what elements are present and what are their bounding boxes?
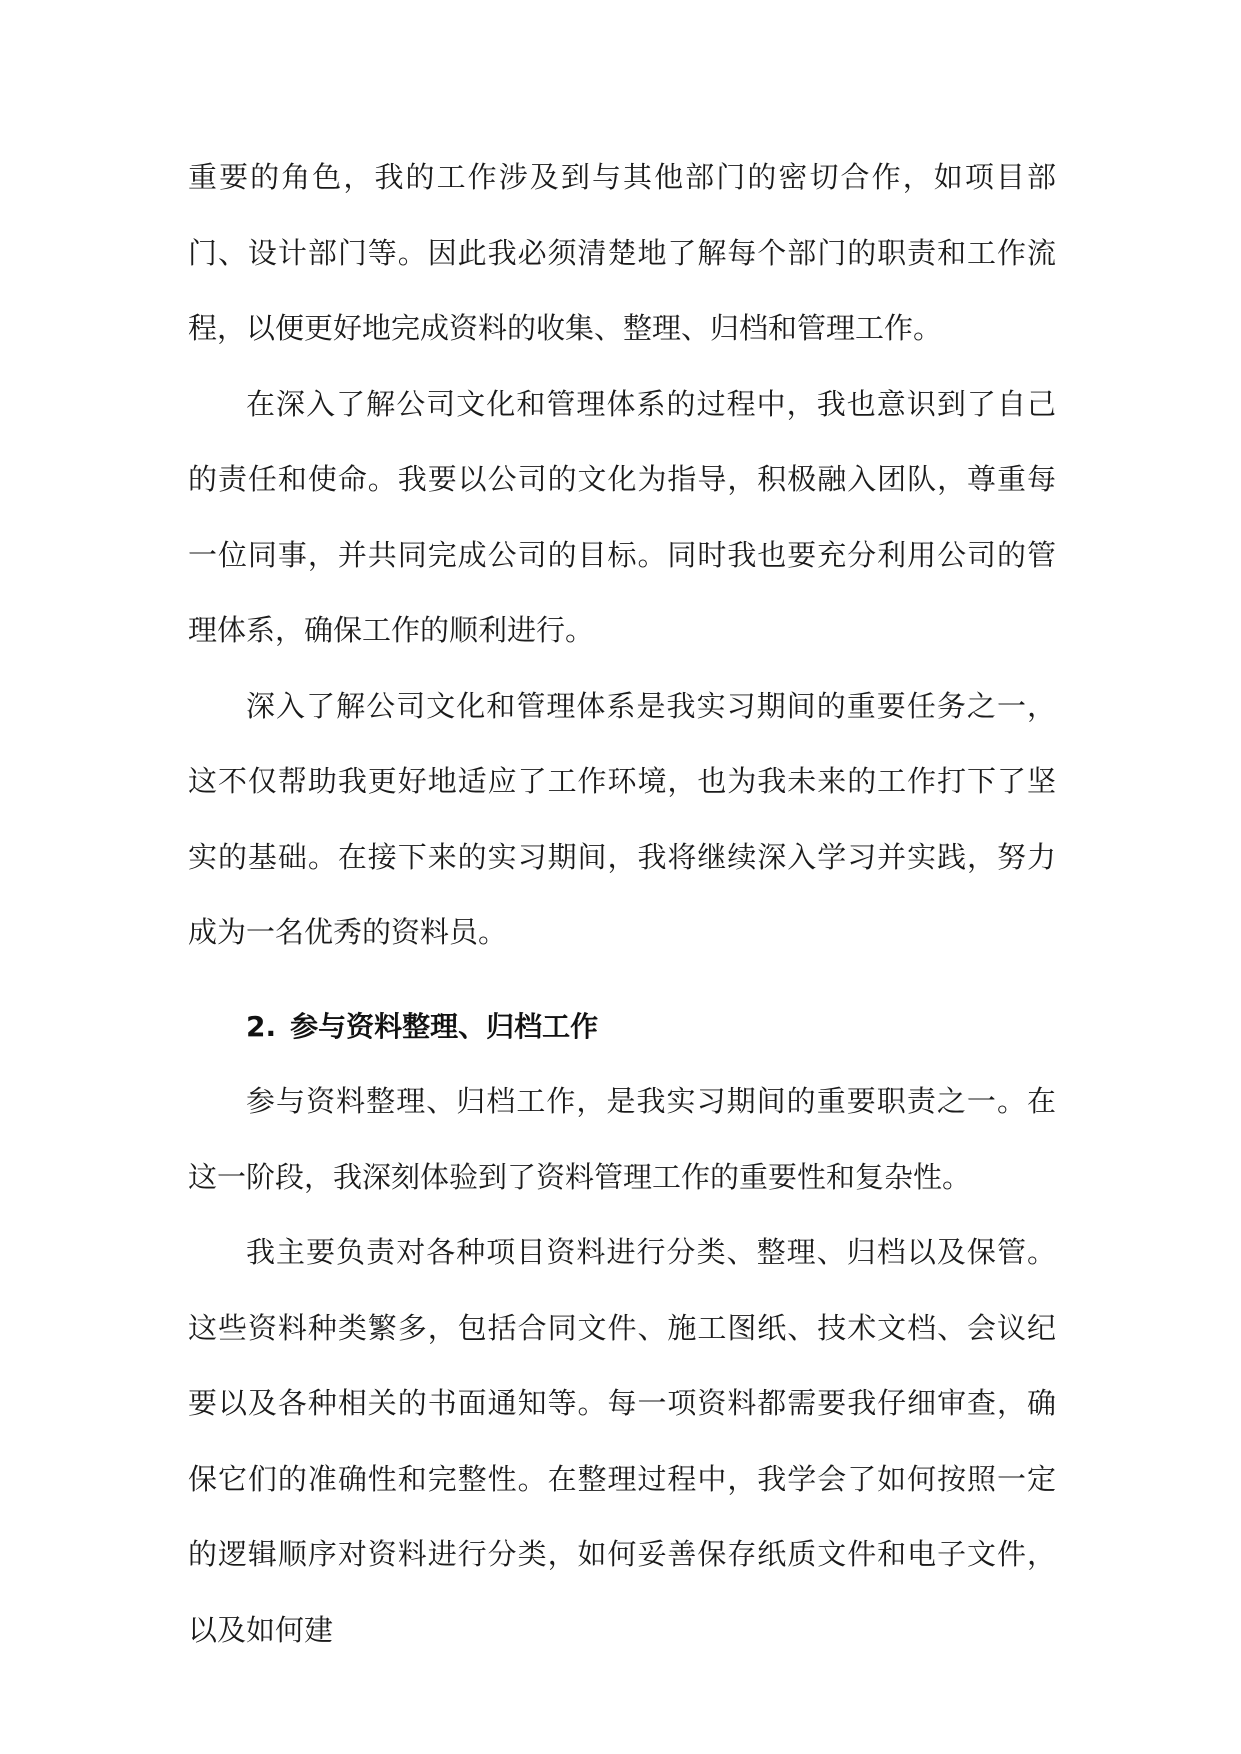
paragraph-continued: 重要的角色，我的工作涉及到与其他部门的密切合作，如项目部门、设计部门等。因此我必须清楚地了解每个部门的职责和工作流程，以便更好地完成资料的收集、整理、归档和管理工作。 bbox=[188, 160, 1056, 345]
section-heading bbox=[188, 989, 1056, 1065]
paragraph-archiving-duties: 我主要负责对各种项目资料进行分类、整理、归档以及保管。这些资料种类繁多，包括合同文件、施工图纸、技术文档、会议纪要以及各种相关的书面通知等。每一项资料都需要我仔细审查，确保它们的准确性和完整性。在整理过程中，我学会了如何按照一定的逻辑顺序对资料进行分类，如何妥善保存纸质文件和电子文件，以及如何建 bbox=[188, 1235, 1056, 1647]
paragraph-internship-task: 深入了解公司文化和管理体系是我实习期间的重要任务之一，这不仅帮助我更好地适应了工作环境，也为我未来的工作打下了坚实的基础。在接下来的实习期间，我将继续深入学习并实践，努力成为一名优秀的资料员。 bbox=[188, 688, 1056, 949]
paragraph-culture-responsibility: 在深入了解公司文化和管理体系的过程中，我也意识到了自己的责任和使命。我要以公司的文化为指导，积极融入团队，尊重每一位同事，并共同完成公司的目标。同时我也要充分利用公司的管理体系，确保工作的顺利进行。 bbox=[188, 386, 1056, 647]
section-number: 2. bbox=[246, 1009, 277, 1043]
paragraph-archiving-intro: 参与资料整理、归档工作，是我实习期间的重要职责之一。在这一阶段，我深刻体验到了资料管理工作的重要性和复杂性。 bbox=[188, 1084, 1056, 1194]
document-body bbox=[188, 140, 1056, 1668]
section-title: 参与资料整理、归档工作 bbox=[290, 1009, 599, 1043]
